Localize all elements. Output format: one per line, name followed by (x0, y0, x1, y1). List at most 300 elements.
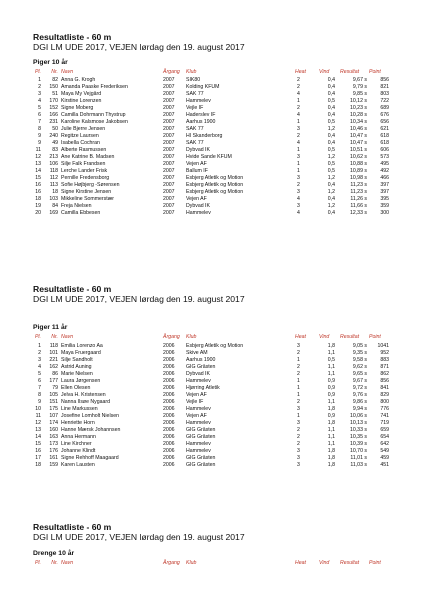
column-header-row (33, 560, 393, 567)
wind-cell: 0,4 (327, 140, 335, 146)
athlete-name-cell: Regitze Laursen (61, 133, 99, 139)
bib-number-cell: 213 (49, 154, 58, 160)
heat-cell: 3 (297, 343, 300, 349)
bib-number-cell: 107 (49, 413, 58, 419)
points-cell: 451 (380, 462, 389, 468)
wind-cell: 1,8 (327, 462, 335, 468)
bib-number-cell: 50 (52, 126, 58, 132)
athlete-name-cell: Signe Rehhoff Maagaard (61, 455, 119, 461)
bib-number-cell: 105 (49, 392, 58, 398)
bib-number-cell: 113 (49, 182, 58, 188)
points-cell: 841 (380, 385, 389, 391)
wind-cell: 1,8 (327, 448, 335, 454)
table-row (33, 119, 393, 126)
birth-year-cell: 2006 (163, 420, 175, 426)
wind-cell: 1,2 (327, 189, 335, 195)
result-cell: 10,98 s (349, 175, 367, 181)
heat-cell: 1 (297, 378, 300, 384)
birth-year-cell: 2007 (163, 196, 175, 202)
result-cell: 10,12 s (349, 98, 367, 104)
heat-cell: 1 (297, 119, 300, 125)
wind-cell: 0,5 (327, 119, 335, 125)
place-cell: 1 (38, 343, 41, 349)
club-cell: Aarhus 1900 (186, 119, 216, 125)
bib-number-cell: 101 (49, 350, 58, 356)
result-cell: 9,76 s (352, 392, 367, 398)
bib-number-cell: 170 (49, 98, 58, 104)
place-cell: 4 (38, 364, 41, 370)
points-cell: 800 (380, 399, 389, 405)
bib-number-cell: 106 (49, 161, 58, 167)
bib-number-cell: 174 (49, 420, 58, 426)
wind-cell: 1,1 (327, 371, 335, 377)
result-cell: 10,46 s (349, 126, 367, 132)
column-header-aargang: Årgang (163, 69, 180, 75)
result-cell: 9,67 s (352, 378, 367, 384)
column-header-nr: Nr. (51, 560, 58, 566)
points-cell: 395 (380, 196, 389, 202)
athlete-name-cell: Ane Katrine B. Madsen (61, 154, 115, 160)
athlete-name-cell: Line Kirchner (61, 441, 92, 447)
table-row (33, 364, 393, 371)
club-cell: Esbjerg Atletik og Motion (186, 182, 244, 188)
points-cell: 573 (380, 154, 389, 160)
club-cell: HI Skanderborg (186, 133, 223, 139)
results-section-piger-10 (33, 32, 393, 216)
athlete-name-cell: Henriette Horn (61, 420, 95, 426)
athlete-name-cell: Laura Jørgensen (61, 378, 101, 384)
club-cell: Hammelev (186, 448, 211, 454)
place-cell: 13 (35, 427, 41, 433)
athlete-name-cell: Alberte Rasmussen (61, 147, 107, 153)
results-subtitle: DGI LM UDE 2017, VEJEN lørdag den 19. august 2017 (33, 42, 245, 52)
table-row (33, 175, 393, 182)
results-section-drenge-10 (33, 522, 393, 566)
heat-cell: 1 (297, 413, 300, 419)
athlete-name-cell: Silje Falk Frandsen (61, 161, 106, 167)
wind-cell: 1,1 (327, 441, 335, 447)
points-cell: 642 (380, 441, 389, 447)
birth-year-cell: 2007 (163, 133, 175, 139)
bib-number-cell: 163 (49, 434, 58, 440)
table-row (33, 350, 393, 357)
points-cell: 618 (380, 140, 389, 146)
club-cell: Kolding KFUM (186, 84, 220, 90)
club-cell: Hammelev (186, 378, 211, 384)
club-cell: Hammelev (186, 441, 211, 447)
place-cell: 9 (38, 133, 41, 139)
group-heading: Drenge 10 år (33, 550, 75, 557)
bib-number-cell: 151 (49, 399, 58, 405)
result-cell: 11,03 s (350, 462, 367, 468)
club-cell: Vejen AF (186, 161, 207, 167)
table-row (33, 357, 393, 364)
points-cell: 397 (380, 189, 389, 195)
points-cell: 300 (380, 210, 389, 216)
heat-cell: 3 (297, 154, 300, 160)
athlete-name-cell: Maya Fruergaard (61, 350, 101, 356)
points-cell: 606 (380, 147, 389, 153)
table-row (33, 371, 393, 378)
heat-cell: 3 (297, 189, 300, 195)
heat-cell: 1 (297, 161, 300, 167)
athlete-name-cell: Isabella Cochran (61, 140, 100, 146)
heat-cell: 1 (297, 357, 300, 363)
heat-cell: 4 (297, 112, 300, 118)
place-cell: 3 (38, 357, 41, 363)
place-cell: 13 (35, 161, 41, 167)
wind-cell: 1,8 (327, 420, 335, 426)
birth-year-cell: 2006 (163, 455, 175, 461)
table-row (33, 399, 393, 406)
column-header-pl: Pl. (34, 560, 41, 566)
birth-year-cell: 2006 (163, 343, 175, 349)
birth-year-cell: 2007 (163, 147, 175, 153)
column-header-row (33, 69, 393, 76)
column-header-klub: Klub (186, 334, 197, 340)
points-cell: 803 (380, 91, 389, 97)
points-cell: 689 (380, 105, 389, 111)
wind-cell: 0,5 (327, 357, 335, 363)
athlete-name-cell: Mikkeline Sommerstær (61, 196, 115, 202)
table-row (33, 189, 393, 196)
results-title: Resultatliste - 60 m (33, 284, 112, 294)
result-cell: 10,33 s (349, 427, 367, 433)
points-cell: 856 (380, 378, 389, 384)
athlete-name-cell: Camilla Dohrmann Thystrup (61, 112, 126, 118)
athlete-name-cell: Kirstine Lorenzen (61, 98, 102, 104)
bib-number-cell: 18 (52, 189, 58, 195)
points-cell: 659 (380, 427, 389, 433)
athlete-name-cell: Emilia Lorenzo Aa (61, 343, 103, 349)
club-cell: Vejen AF (186, 413, 207, 419)
place-cell: 8 (38, 126, 41, 132)
table-row (33, 210, 393, 217)
birth-year-cell: 2007 (163, 189, 175, 195)
place-cell: 7 (38, 385, 41, 391)
athlete-name-cell: Maya My Vejgård (61, 91, 102, 97)
wind-cell: 0,4 (327, 112, 335, 118)
results-subtitle: DGI LM UDE 2017, VEJEN lørdag den 19. august 2017 (33, 294, 245, 304)
wind-cell: 0,5 (327, 168, 335, 174)
club-cell: GIG Gråsten (186, 427, 216, 433)
birth-year-cell: 2007 (163, 161, 175, 167)
wind-cell: 0,9 (327, 378, 335, 384)
heat-cell: 2 (297, 350, 300, 356)
athlete-name-cell: Anna Hermann (61, 434, 96, 440)
club-cell: GIG Gråsten (186, 364, 216, 370)
points-cell: 862 (380, 371, 389, 377)
birth-year-cell: 2007 (163, 210, 175, 216)
result-cell: 9,94 s (352, 406, 367, 412)
result-cell: 9,79 s (352, 84, 367, 90)
column-header-vind: Vind (319, 560, 330, 566)
wind-cell: 0,4 (327, 84, 335, 90)
heat-cell: 2 (297, 399, 300, 405)
place-cell: 14 (35, 168, 41, 174)
athlete-name-cell: Anna G. Krogh (61, 77, 96, 83)
table-row (33, 105, 393, 112)
bib-number-cell: 231 (49, 119, 58, 125)
bib-number-cell: 169 (49, 210, 58, 216)
bib-number-cell: 152 (49, 105, 58, 111)
heat-cell: 2 (297, 182, 300, 188)
place-cell: 2 (38, 84, 41, 90)
birth-year-cell: 2007 (163, 203, 175, 209)
athlete-name-cell: Lerche Lander Frisk (61, 168, 108, 174)
heat-cell: 2 (297, 84, 300, 90)
points-cell: 952 (380, 350, 389, 356)
bib-number-cell: 176 (49, 448, 58, 454)
wind-cell: 1,2 (327, 154, 335, 160)
result-cell: 10,88 s (349, 161, 367, 167)
points-cell: 722 (380, 98, 389, 104)
points-cell: 871 (380, 364, 389, 370)
club-cell: Hammelev (186, 406, 211, 412)
club-cell: Esbjerg Atletik og Motion (186, 175, 244, 181)
club-cell: Dybvad IK (186, 203, 210, 209)
results-title: Resultatliste - 60 m (33, 32, 112, 42)
athlete-name-cell: Hanne Mærsk Johannsen (61, 427, 121, 433)
athlete-name-cell: Nanna Ilsøe Nygaard (61, 399, 111, 405)
athlete-name-cell: Line Markussen (61, 406, 98, 412)
points-cell: 459 (380, 455, 389, 461)
club-cell: SAK 77 (186, 91, 204, 97)
heat-cell: 3 (297, 448, 300, 454)
table-row (33, 455, 393, 462)
result-cell: 10,13 s (349, 420, 367, 426)
column-header-point: Point (369, 69, 381, 75)
column-header-resultat: Resultat (340, 560, 360, 566)
club-cell: Vejle IF (186, 399, 204, 405)
result-cell: 10,47 s (349, 140, 367, 146)
group-heading: Piger 10 år (33, 59, 68, 66)
heat-cell: 2 (297, 427, 300, 433)
club-cell: Haderslev IF (186, 112, 216, 118)
table-row (33, 91, 393, 98)
birth-year-cell: 2006 (163, 385, 175, 391)
club-cell: Vejen AF (186, 392, 207, 398)
place-cell: 17 (35, 455, 41, 461)
result-cell: 10,39 s (349, 441, 367, 447)
table-row (33, 448, 393, 455)
group-heading: Piger 11 år (33, 324, 68, 331)
place-cell: 9 (38, 140, 41, 146)
result-cell: 9,65 s (352, 371, 367, 377)
result-cell: 11,23 s (350, 182, 367, 188)
wind-cell: 1,1 (327, 364, 335, 370)
place-cell: 15 (35, 175, 41, 181)
results-subtitle: DGI LM UDE 2017, VEJEN lørdag den 19. august 2017 (33, 532, 245, 542)
athlete-name-cell: Ellen Olesen (61, 385, 91, 391)
place-cell: 12 (35, 420, 41, 426)
heat-cell: 3 (297, 462, 300, 468)
table-row (33, 378, 393, 385)
athlete-name-cell: Sofie Højbjerg -Sørensen (61, 182, 120, 188)
club-cell: Dybvad IK (186, 371, 210, 377)
club-cell: Hvide Sande KFUM (186, 154, 232, 160)
birth-year-cell: 2007 (163, 77, 175, 83)
result-cell: 10,35 s (349, 434, 367, 440)
wind-cell: 0,5 (327, 147, 335, 153)
club-cell: Esbjerg Atletik og Motion (186, 343, 244, 349)
table-row (33, 462, 393, 469)
club-cell: Vejen AF (186, 196, 207, 202)
points-cell: 618 (380, 133, 389, 139)
athlete-name-cell: Marie Nielsen (61, 371, 93, 377)
column-header-resultat: Resultat (340, 69, 360, 75)
table-row (33, 413, 393, 420)
bib-number-cell: 79 (52, 385, 58, 391)
results-title: Resultatliste - 60 m (33, 522, 112, 532)
points-cell: 466 (380, 175, 389, 181)
table-row (33, 203, 393, 210)
heat-cell: 4 (297, 196, 300, 202)
athlete-name-cell: Karoline Kalsmose Jakobsen (61, 119, 128, 125)
points-cell: 829 (380, 392, 389, 398)
club-cell: GIG Gråsten (186, 455, 216, 461)
bib-number-cell: 112 (49, 175, 58, 181)
bib-number-cell: 83 (52, 147, 58, 153)
bib-number-cell: 166 (49, 112, 58, 118)
result-cell: 9,05 s (352, 343, 367, 349)
table-row (33, 441, 393, 448)
result-cell: 10,06 s (349, 413, 367, 419)
result-cell: 10,34 s (349, 119, 367, 125)
wind-cell: 0,4 (327, 210, 335, 216)
club-cell: Aarhus 1900 (186, 357, 216, 363)
birth-year-cell: 2006 (163, 399, 175, 405)
column-header-aargang: Årgang (163, 560, 180, 566)
wind-cell: 1,8 (327, 455, 335, 461)
column-header-navn: Navn (61, 334, 74, 340)
place-cell: 18 (35, 462, 41, 468)
table-row (33, 434, 393, 441)
result-cell: 9,58 s (352, 357, 367, 363)
result-cell: 10,23 s (349, 105, 367, 111)
result-cell: 11,66 s (350, 203, 367, 209)
heat-cell: 1 (297, 385, 300, 391)
place-cell: 4 (38, 98, 41, 104)
birth-year-cell: 2007 (163, 154, 175, 160)
wind-cell: 0,4 (327, 77, 335, 83)
wind-cell: 0,5 (327, 161, 335, 167)
wind-cell: 1,1 (327, 434, 335, 440)
heat-cell: 3 (297, 203, 300, 209)
birth-year-cell: 2006 (163, 434, 175, 440)
birth-year-cell: 2007 (163, 182, 175, 188)
result-cell: 10,51 s (349, 147, 367, 153)
birth-year-cell: 2006 (163, 406, 175, 412)
heat-cell: 2 (297, 441, 300, 447)
column-header-point: Point (369, 560, 381, 566)
wind-cell: 0,4 (327, 133, 335, 139)
club-cell: Ballum IF (186, 168, 208, 174)
bib-number-cell: 240 (49, 133, 58, 139)
club-cell: Dybvad IK (186, 147, 210, 153)
column-header-pl: Pl. (34, 69, 41, 75)
result-cell: 11,23 s (350, 189, 367, 195)
place-cell: 14 (35, 434, 41, 440)
results-section-piger-11 (33, 284, 393, 468)
club-cell: SIK80 (186, 77, 201, 83)
club-cell: Vejle IF (186, 105, 204, 111)
birth-year-cell: 2007 (163, 168, 175, 174)
place-cell: 7 (38, 119, 41, 125)
athlete-name-cell: Signe Moberg (61, 105, 94, 111)
table-row (33, 112, 393, 119)
table-row (33, 84, 393, 91)
birth-year-cell: 2006 (163, 427, 175, 433)
result-cell: 9,35 s (352, 350, 367, 356)
points-cell: 883 (380, 357, 389, 363)
table-row (33, 427, 393, 434)
table-row (33, 168, 393, 175)
place-cell: 16 (35, 189, 41, 195)
bib-number-cell: 118 (49, 343, 58, 349)
heat-cell: 2 (297, 434, 300, 440)
club-cell: Skive AM (186, 350, 208, 356)
bib-number-cell: 162 (49, 364, 58, 370)
wind-cell: 1,8 (327, 343, 335, 349)
points-cell: 549 (380, 448, 389, 454)
athlete-name-cell: Astrid Auning (61, 364, 92, 370)
points-cell: 495 (380, 161, 389, 167)
bib-number-cell: 150 (49, 84, 58, 90)
wind-cell: 1,2 (327, 175, 335, 181)
points-cell: 656 (380, 119, 389, 125)
table-row (33, 133, 393, 140)
bib-number-cell: 160 (49, 427, 58, 433)
bib-number-cell: 118 (49, 168, 58, 174)
points-cell: 397 (380, 182, 389, 188)
table-row (33, 343, 393, 350)
birth-year-cell: 2007 (163, 140, 175, 146)
place-cell: 16 (35, 182, 41, 188)
birth-year-cell: 2006 (163, 413, 175, 419)
column-header-row (33, 334, 393, 341)
place-cell: 16 (35, 448, 41, 454)
place-cell: 10 (35, 406, 41, 412)
wind-cell: 1,2 (327, 126, 335, 132)
bib-number-cell: 221 (49, 357, 58, 363)
athlete-name-cell: Camilla Ebbesen (61, 210, 101, 216)
place-cell: 2 (38, 350, 41, 356)
bib-number-cell: 103 (49, 196, 58, 202)
birth-year-cell: 2006 (163, 357, 175, 363)
table-row (33, 98, 393, 105)
birth-year-cell: 2006 (163, 448, 175, 454)
club-cell: Hammelev (186, 98, 211, 104)
result-cell: 9,85 s (352, 91, 367, 97)
athlete-name-cell: Silje Sandholt (61, 357, 93, 363)
heat-cell: 4 (297, 91, 300, 97)
table-row (33, 392, 393, 399)
heat-cell: 3 (297, 406, 300, 412)
heat-cell: 1 (297, 168, 300, 174)
place-cell: 5 (38, 105, 41, 111)
bib-number-cell: 177 (49, 378, 58, 384)
bib-number-cell: 86 (52, 371, 58, 377)
table-row (33, 140, 393, 147)
wind-cell: 0,5 (327, 98, 335, 104)
column-header-heat: Heat (295, 560, 306, 566)
birth-year-cell: 2006 (163, 441, 175, 447)
place-cell: 6 (38, 378, 41, 384)
wind-cell: 0,4 (327, 105, 335, 111)
wind-cell: 0,4 (327, 182, 335, 188)
points-cell: 821 (380, 84, 389, 90)
